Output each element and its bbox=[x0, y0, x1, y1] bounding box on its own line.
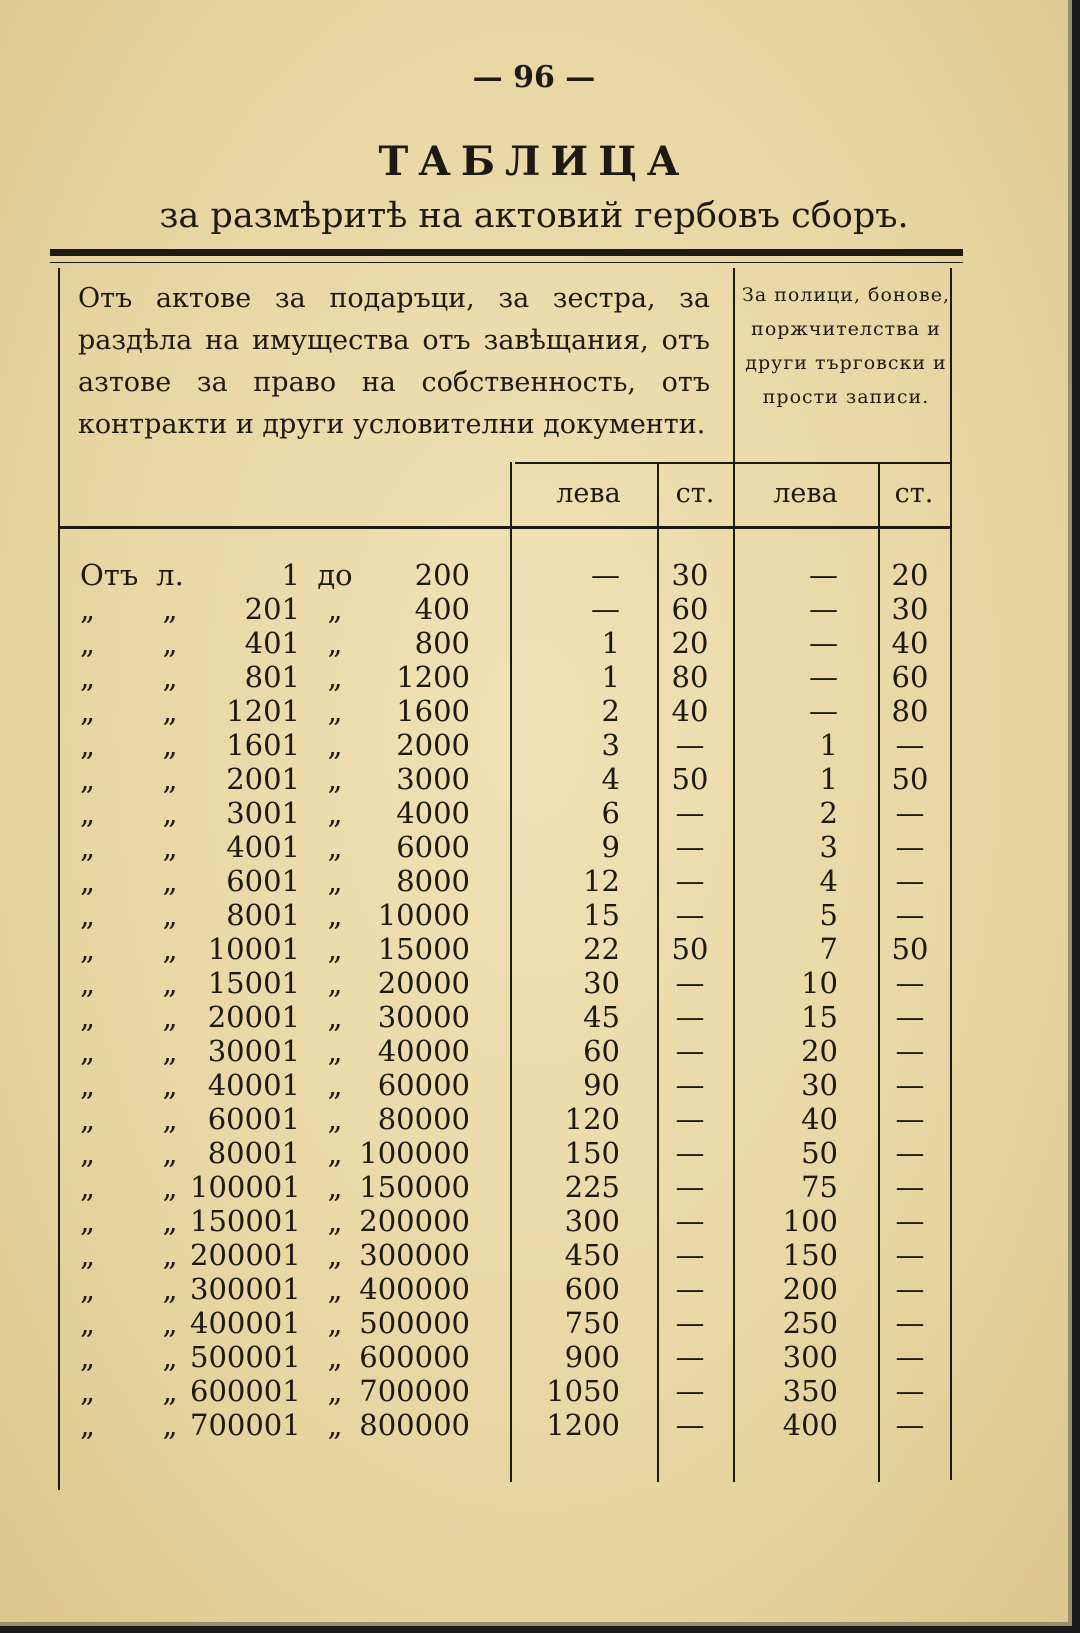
cell-from: 2001 bbox=[226, 762, 300, 796]
cell-leva-2: 40 bbox=[801, 1102, 838, 1136]
cell-l: „ bbox=[162, 1068, 178, 1102]
cell-from: 4001 bbox=[226, 830, 300, 864]
cell-st-2: 20 bbox=[891, 558, 929, 592]
table-row bbox=[0, 830, 1068, 864]
cell-st-1: — bbox=[675, 1408, 705, 1442]
cell-st-2: 40 bbox=[891, 626, 929, 660]
table-row bbox=[0, 1068, 1068, 1102]
cell-from: 8001 bbox=[226, 898, 300, 932]
cell-leva-2: 3 bbox=[819, 830, 838, 864]
cell-leva-1: — bbox=[591, 592, 620, 626]
cell-to: 800000 bbox=[359, 1408, 470, 1442]
table-row bbox=[0, 932, 1068, 966]
cell-do: „ bbox=[327, 1170, 343, 1204]
cell-leva-2: 200 bbox=[782, 1272, 838, 1306]
cell-do: „ bbox=[327, 1204, 343, 1238]
cell-do: „ bbox=[327, 932, 343, 966]
cell-st-1: — bbox=[675, 1306, 705, 1340]
cell-leva-2: 15 bbox=[801, 1000, 838, 1034]
cell-do: „ bbox=[327, 1068, 343, 1102]
cell-do: до bbox=[317, 558, 353, 592]
cell-do: „ bbox=[327, 694, 343, 728]
cell-from: 1 bbox=[281, 558, 300, 592]
header-divider bbox=[733, 268, 735, 444]
cell-st-1: — bbox=[675, 966, 705, 1000]
cell-st-1: — bbox=[675, 1272, 705, 1306]
cell-leva-2: 5 bbox=[819, 898, 838, 932]
cell-to: 400 bbox=[414, 592, 470, 626]
header-left-text: Отъ актове за подаръци, за зестра, за раздѣла на имущества отъ завѣщания, отъ азтове за право на собственность, отъ контракти и други условителни документи. bbox=[78, 283, 710, 440]
cell-st-1: — bbox=[675, 830, 705, 864]
cell-leva-1: 1050 bbox=[546, 1374, 620, 1408]
column-header-rule bbox=[58, 526, 950, 529]
col-st-2: ст. bbox=[894, 478, 934, 509]
cell-from: 100001 bbox=[190, 1170, 301, 1204]
cell-l: „ bbox=[162, 1306, 178, 1340]
cell-to: 600000 bbox=[359, 1340, 470, 1374]
cell-to: 10000 bbox=[377, 898, 470, 932]
cell-st-1: 40 bbox=[671, 694, 709, 728]
cell-ot: „ bbox=[80, 1034, 96, 1068]
cell-st-2: — bbox=[895, 1272, 925, 1306]
cell-to: 4000 bbox=[396, 796, 470, 830]
cell-st-1: — bbox=[675, 1068, 705, 1102]
cell-from: 80001 bbox=[207, 1136, 300, 1170]
cell-leva-1: 12 bbox=[583, 864, 620, 898]
tax-table-body bbox=[0, 558, 1068, 1442]
cell-ot: „ bbox=[80, 932, 96, 966]
cell-l: „ bbox=[162, 1136, 178, 1170]
table-row bbox=[0, 1170, 1068, 1204]
cell-l: „ bbox=[162, 830, 178, 864]
cell-ot: „ bbox=[80, 864, 96, 898]
cell-ot: „ bbox=[80, 1136, 96, 1170]
cell-ot: „ bbox=[80, 1306, 96, 1340]
cell-leva-2: 400 bbox=[782, 1408, 838, 1442]
cell-st-1: — bbox=[675, 864, 705, 898]
table-row bbox=[0, 1408, 1068, 1442]
cell-st-1: — bbox=[675, 1170, 705, 1204]
cell-leva-1: 300 bbox=[564, 1204, 620, 1238]
cell-to: 2000 bbox=[396, 728, 470, 762]
table-row bbox=[0, 864, 1068, 898]
table-row bbox=[0, 728, 1068, 762]
cell-leva-1: 2 bbox=[601, 694, 620, 728]
table-row bbox=[0, 1272, 1068, 1306]
cell-ot: „ bbox=[80, 1408, 96, 1442]
table-row bbox=[0, 1238, 1068, 1272]
col-leva-1: лева bbox=[556, 478, 621, 509]
cell-st-2: — bbox=[895, 1374, 925, 1408]
cell-ot: „ bbox=[80, 1374, 96, 1408]
cell-leva-2: 100 bbox=[782, 1204, 838, 1238]
cell-leva-1: 1 bbox=[601, 660, 620, 694]
table-row bbox=[0, 762, 1068, 796]
cell-to: 40000 bbox=[377, 1034, 470, 1068]
cell-do: „ bbox=[327, 1238, 343, 1272]
cell-from: 300001 bbox=[190, 1272, 301, 1306]
cell-leva-2: — bbox=[809, 626, 838, 660]
cell-do: „ bbox=[327, 1136, 343, 1170]
cell-st-2: — bbox=[895, 1170, 925, 1204]
top-rule-thin bbox=[50, 262, 963, 263]
cell-leva-1: 90 bbox=[583, 1068, 620, 1102]
top-rule-thick bbox=[50, 249, 963, 256]
cell-leva-2: 1 bbox=[819, 762, 838, 796]
cell-st-1: — bbox=[675, 1034, 705, 1068]
cell-from: 401 bbox=[244, 626, 300, 660]
cell-ot: „ bbox=[80, 966, 96, 1000]
table-row bbox=[0, 796, 1068, 830]
cell-ot: „ bbox=[80, 1340, 96, 1374]
cell-l: „ bbox=[162, 966, 178, 1000]
header-underline-right bbox=[733, 462, 950, 464]
cell-l: „ bbox=[162, 1272, 178, 1306]
cell-do: „ bbox=[327, 1374, 343, 1408]
cell-st-2: — bbox=[895, 1034, 925, 1068]
cell-leva-2: 300 bbox=[782, 1340, 838, 1374]
cell-to: 100000 bbox=[359, 1136, 470, 1170]
cell-st-1: — bbox=[675, 1204, 705, 1238]
cell-do: „ bbox=[327, 864, 343, 898]
cell-ot: „ bbox=[80, 694, 96, 728]
cell-from: 201 bbox=[244, 592, 300, 626]
cell-leva-1: 1 bbox=[601, 626, 620, 660]
cell-to: 500000 bbox=[359, 1306, 470, 1340]
cell-leva-1: 600 bbox=[564, 1272, 620, 1306]
cell-l: „ bbox=[162, 1374, 178, 1408]
table-row bbox=[0, 966, 1068, 1000]
cell-st-1: — bbox=[675, 1340, 705, 1374]
cell-st-2: — bbox=[895, 1136, 925, 1170]
cell-leva-1: 120 bbox=[564, 1102, 620, 1136]
col-leva-2: лева bbox=[773, 478, 838, 509]
table-row bbox=[0, 1204, 1068, 1238]
header-right-text: За полици, бонове, поржчителства и други търговски и прости записи. bbox=[742, 284, 950, 408]
cell-leva-1: 750 bbox=[564, 1306, 620, 1340]
cell-leva-1: 1200 bbox=[546, 1408, 620, 1442]
cell-ot: „ bbox=[80, 728, 96, 762]
table-row bbox=[0, 592, 1068, 626]
col-st-1: ст. bbox=[675, 478, 715, 509]
cell-st-2: — bbox=[895, 1000, 925, 1034]
cell-leva-1: 225 bbox=[564, 1170, 620, 1204]
cell-ot: „ bbox=[80, 1272, 96, 1306]
table-row bbox=[0, 1000, 1068, 1034]
cell-st-2: — bbox=[895, 1068, 925, 1102]
cell-l: л. bbox=[156, 558, 184, 592]
cell-l: „ bbox=[162, 592, 178, 626]
cell-from: 40001 bbox=[207, 1068, 300, 1102]
cell-do: „ bbox=[327, 898, 343, 932]
cell-to: 1200 bbox=[396, 660, 470, 694]
cell-l: „ bbox=[162, 864, 178, 898]
cell-leva-1: 22 bbox=[583, 932, 620, 966]
cell-to: 200000 bbox=[359, 1204, 470, 1238]
cell-do: „ bbox=[327, 1408, 343, 1442]
cell-from: 600001 bbox=[190, 1374, 301, 1408]
cell-to: 60000 bbox=[377, 1068, 470, 1102]
cell-from: 500001 bbox=[190, 1340, 301, 1374]
cell-ot: „ bbox=[80, 660, 96, 694]
cell-leva-2: — bbox=[809, 660, 838, 694]
cell-l: „ bbox=[162, 932, 178, 966]
cell-leva-2: 2 bbox=[819, 796, 838, 830]
cell-from: 700001 bbox=[190, 1408, 301, 1442]
cell-leva-2: 10 bbox=[801, 966, 838, 1000]
cell-ot: „ bbox=[80, 762, 96, 796]
cell-st-2: — bbox=[895, 1102, 925, 1136]
table-row bbox=[0, 1306, 1068, 1340]
cell-do: „ bbox=[327, 1340, 343, 1374]
cell-st-1: 20 bbox=[671, 626, 709, 660]
cell-from: 20001 bbox=[207, 1000, 300, 1034]
cell-from: 6001 bbox=[226, 864, 300, 898]
cell-to: 150000 bbox=[359, 1170, 470, 1204]
cell-do: „ bbox=[327, 1272, 343, 1306]
cell-st-2: — bbox=[895, 1238, 925, 1272]
cell-st-2: — bbox=[895, 728, 925, 762]
cell-leva-1: 60 bbox=[583, 1034, 620, 1068]
cell-from: 1601 bbox=[226, 728, 300, 762]
cell-st-1: 30 bbox=[671, 558, 709, 592]
cell-st-1: 50 bbox=[671, 762, 709, 796]
cell-ot: „ bbox=[80, 898, 96, 932]
cell-leva-2: 50 bbox=[801, 1136, 838, 1170]
cell-l: „ bbox=[162, 796, 178, 830]
cell-from: 3001 bbox=[226, 796, 300, 830]
cell-l: „ bbox=[162, 898, 178, 932]
cell-st-1: — bbox=[675, 796, 705, 830]
cell-l: „ bbox=[162, 762, 178, 796]
page-number: — 96 — bbox=[472, 60, 596, 95]
cell-leva-2: 75 bbox=[801, 1170, 838, 1204]
cell-l: „ bbox=[162, 1204, 178, 1238]
cell-leva-1: — bbox=[591, 558, 620, 592]
cell-ot: „ bbox=[80, 1068, 96, 1102]
cell-l: „ bbox=[162, 626, 178, 660]
cell-to: 700000 bbox=[359, 1374, 470, 1408]
cell-st-1: — bbox=[675, 1136, 705, 1170]
cell-to: 30000 bbox=[377, 1000, 470, 1034]
cell-l: „ bbox=[162, 1102, 178, 1136]
cell-do: „ bbox=[327, 592, 343, 626]
cell-to: 20000 bbox=[377, 966, 470, 1000]
cell-leva-1: 45 bbox=[583, 1000, 620, 1034]
cell-l: „ bbox=[162, 1000, 178, 1034]
cell-st-2: — bbox=[895, 1306, 925, 1340]
cell-ot: „ bbox=[80, 1000, 96, 1034]
cell-leva-2: 1 bbox=[819, 728, 838, 762]
cell-l: „ bbox=[162, 1170, 178, 1204]
cell-from: 801 bbox=[244, 660, 300, 694]
cell-from: 400001 bbox=[190, 1306, 301, 1340]
cell-from: 150001 bbox=[190, 1204, 301, 1238]
cell-ot: „ bbox=[80, 1102, 96, 1136]
cell-st-2: — bbox=[895, 864, 925, 898]
cell-l: „ bbox=[162, 1340, 178, 1374]
cell-ot: „ bbox=[80, 592, 96, 626]
cell-ot: Отъ bbox=[80, 558, 139, 592]
cell-st-2: — bbox=[895, 796, 925, 830]
cell-do: „ bbox=[327, 1000, 343, 1034]
cell-do: „ bbox=[327, 1102, 343, 1136]
table-row bbox=[0, 626, 1068, 660]
cell-st-1: 50 bbox=[671, 932, 709, 966]
page-subtitle: за размѣритѣ на актовий гербовъ сборъ. bbox=[159, 196, 909, 236]
cell-st-2: 60 bbox=[891, 660, 929, 694]
table-row bbox=[0, 1374, 1068, 1408]
table-row bbox=[0, 558, 1068, 592]
cell-from: 10001 bbox=[207, 932, 300, 966]
table-row bbox=[0, 694, 1068, 728]
cell-to: 3000 bbox=[396, 762, 470, 796]
cell-l: „ bbox=[162, 1408, 178, 1442]
table-row bbox=[0, 1136, 1068, 1170]
cell-st-1: — bbox=[675, 898, 705, 932]
cell-st-2: — bbox=[895, 1408, 925, 1442]
cell-l: „ bbox=[162, 694, 178, 728]
cell-leva-2: — bbox=[809, 558, 838, 592]
cell-to: 15000 bbox=[377, 932, 470, 966]
cell-st-1: 80 bbox=[671, 660, 709, 694]
cell-l: „ bbox=[162, 728, 178, 762]
table-row bbox=[0, 1340, 1068, 1374]
cell-to: 200 bbox=[414, 558, 470, 592]
cell-ot: „ bbox=[80, 796, 96, 830]
cell-leva-1: 900 bbox=[564, 1340, 620, 1374]
cell-st-2: 80 bbox=[891, 694, 929, 728]
cell-leva-2: — bbox=[809, 694, 838, 728]
cell-l: „ bbox=[162, 660, 178, 694]
page-title: ТАБЛИЦА bbox=[378, 138, 690, 185]
cell-st-2: — bbox=[895, 966, 925, 1000]
cell-do: „ bbox=[327, 660, 343, 694]
cell-do: „ bbox=[327, 728, 343, 762]
cell-st-2: — bbox=[895, 898, 925, 932]
cell-do: „ bbox=[327, 796, 343, 830]
cell-do: „ bbox=[327, 1306, 343, 1340]
cell-from: 60001 bbox=[207, 1102, 300, 1136]
cell-leva-1: 30 bbox=[583, 966, 620, 1000]
cell-l: „ bbox=[162, 1034, 178, 1068]
cell-do: „ bbox=[327, 1034, 343, 1068]
cell-st-1: — bbox=[675, 1374, 705, 1408]
cell-leva-1: 6 bbox=[601, 796, 620, 830]
cell-do: „ bbox=[327, 762, 343, 796]
table-row bbox=[0, 660, 1068, 694]
cell-leva-2: 250 bbox=[782, 1306, 838, 1340]
cell-to: 6000 bbox=[396, 830, 470, 864]
cell-to: 300000 bbox=[359, 1238, 470, 1272]
cell-ot: „ bbox=[80, 1170, 96, 1204]
cell-st-1: — bbox=[675, 1238, 705, 1272]
cell-leva-1: 150 bbox=[564, 1136, 620, 1170]
table-row bbox=[0, 1034, 1068, 1068]
cell-leva-2: 4 bbox=[819, 864, 838, 898]
cell-to: 400000 bbox=[359, 1272, 470, 1306]
cell-st-2: — bbox=[895, 1204, 925, 1238]
table-row bbox=[0, 898, 1068, 932]
cell-l: „ bbox=[162, 1238, 178, 1272]
cell-leva-1: 4 bbox=[601, 762, 620, 796]
header-underline-left bbox=[515, 462, 733, 464]
cell-from: 1201 bbox=[226, 694, 300, 728]
cell-to: 1600 bbox=[396, 694, 470, 728]
cell-st-1: 60 bbox=[671, 592, 709, 626]
cell-leva-2: 30 bbox=[801, 1068, 838, 1102]
cell-ot: „ bbox=[80, 626, 96, 660]
cell-st-1: — bbox=[675, 728, 705, 762]
cell-to: 80000 bbox=[377, 1102, 470, 1136]
cell-st-2: 50 bbox=[891, 762, 929, 796]
table-row bbox=[0, 1102, 1068, 1136]
cell-do: „ bbox=[327, 626, 343, 660]
cell-leva-1: 3 bbox=[601, 728, 620, 762]
cell-do: „ bbox=[327, 830, 343, 864]
cell-to: 800 bbox=[414, 626, 470, 660]
cell-do: „ bbox=[327, 966, 343, 1000]
cell-from: 30001 bbox=[207, 1034, 300, 1068]
cell-st-2: 50 bbox=[891, 932, 929, 966]
cell-leva-1: 15 bbox=[583, 898, 620, 932]
cell-leva-2: 350 bbox=[782, 1374, 838, 1408]
cell-leva-2: — bbox=[809, 592, 838, 626]
cell-ot: „ bbox=[80, 1204, 96, 1238]
cell-leva-2: 20 bbox=[801, 1034, 838, 1068]
cell-from: 15001 bbox=[207, 966, 300, 1000]
cell-leva-2: 150 bbox=[782, 1238, 838, 1272]
cell-st-1: — bbox=[675, 1000, 705, 1034]
cell-leva-2: 7 bbox=[819, 932, 838, 966]
cell-ot: „ bbox=[80, 1238, 96, 1272]
cell-ot: „ bbox=[80, 830, 96, 864]
cell-st-2: — bbox=[895, 830, 925, 864]
cell-leva-1: 450 bbox=[564, 1238, 620, 1272]
cell-st-1: — bbox=[675, 1102, 705, 1136]
cell-st-2: 30 bbox=[891, 592, 929, 626]
cell-to: 8000 bbox=[396, 864, 470, 898]
cell-from: 200001 bbox=[190, 1238, 301, 1272]
cell-st-2: — bbox=[895, 1340, 925, 1374]
cell-leva-1: 9 bbox=[601, 830, 620, 864]
